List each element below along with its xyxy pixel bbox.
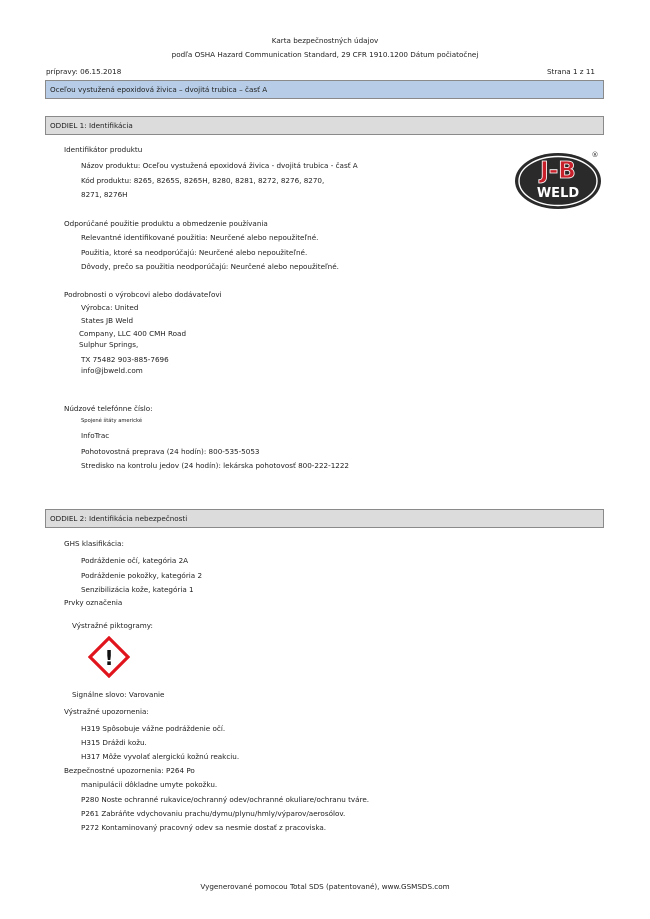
ghs-skin-sensitization: Senzibilizácia kože, kategória 1	[81, 585, 194, 594]
precaution-p272: P272 Kontaminovaný pracovný odev sa nesmie dostať z pracoviska.	[81, 823, 327, 832]
supplier-line-2: States JB Weld	[81, 316, 134, 325]
precaution-p280: P280 Noste ochranné rukavice/ochranný odev/ochranné okuliare/ochranu tváre.	[81, 795, 370, 804]
label-elements-label: Prvky označenia	[64, 598, 123, 607]
signal-word: Signálne slovo: Varovanie	[72, 690, 165, 699]
jb-weld-logo	[512, 147, 604, 211]
precaution-p264-continued: manipulácii dôkladne umyte pokožku.	[81, 780, 218, 789]
uses-advised-against: Použitia, ktoré sa neodporúčajú: Neurčené alebo nepoužiteľné.	[81, 248, 308, 257]
supplier-line-3: Company, LLC 400 CMH Road	[79, 329, 187, 338]
supplier-details-label: Podrobnosti o výrobcovi alebo dodávateľovi	[64, 290, 222, 299]
exclamation-mark-pictogram-icon	[88, 636, 130, 678]
precaution-p261: P261 Zabráňte vdychovaniu prachu/dymu/plynu/hmly/výparov/aerosólov.	[81, 809, 346, 818]
supplier-line-1: Výrobca: United	[81, 303, 139, 312]
page-footer: Vygenerované pomocou Total SDS (patentované), www.GSMSDS.com	[200, 882, 450, 891]
header-standard: podľa OSHA Hazard Communication Standard, 29 CFR 1910.1200 Dátum počiatočnej	[171, 50, 479, 59]
reasons-advised-against: Dôvody, prečo sa použitia neodporúčajú: Neurčené alebo nepoužiteľné.	[81, 262, 339, 271]
page-number: Strana 1 z 11	[546, 67, 595, 76]
product-identifier-label: Identifikátor produktu	[64, 145, 143, 154]
logo-registered-mark: ®	[591, 151, 599, 159]
supplier-line-4: Sulphur Springs,	[79, 340, 139, 349]
pictogram-exclamation: !	[104, 646, 114, 670]
emergency-transport-phone: Pohotovostná preprava (24 hodín): 800-535-5053	[81, 447, 260, 456]
section-1-header	[45, 116, 604, 135]
preparation-date: prípravy: 06.15.2018	[46, 67, 122, 76]
recommended-use-label: Odporúčané použitie produktu a obmedzenie používania	[64, 219, 268, 228]
product-title: Oceľou vystužená epoxidová živica – dvojitá trubica – časť A	[50, 85, 268, 94]
precautionary-statements-label: Bezpečnostné upozornenia: P264 Po	[64, 766, 195, 775]
product-name: Názov produktu: Oceľou vystužená epoxidová živica - dvojitá trubica - časť A	[81, 161, 358, 170]
poison-control-phone: Stredisko na kontrolu jedov (24 hodín): lekárska pohotovosť 800-222-1222	[81, 461, 349, 470]
emergency-country: Spojené štáty americké	[81, 418, 143, 424]
hazard-statements-label: Výstražné upozornenia:	[64, 707, 149, 716]
supplier-email: info@jbweld.com	[81, 366, 143, 375]
section-2-header	[45, 509, 604, 528]
header-title: Karta bezpečnostných údajov	[271, 36, 379, 45]
product-code-line-2: 8271, 8276H	[81, 190, 128, 199]
identified-uses: Relevantné identifikované použitia: Neurčené alebo nepoužiteľné.	[81, 233, 319, 242]
logo-jb-text: J-B	[540, 158, 576, 184]
pictograms-label: Výstražné piktogramy:	[72, 621, 153, 630]
section-2-title: ODDIEL 2: Identifikácia nebezpečnosti	[50, 514, 188, 523]
product-code-line-1: Kód produktu: 8265, 8265S, 8265H, 8280, 8281, 8272, 8276, 8270,	[81, 176, 325, 185]
supplier-phone: TX 75482 903-885-7696	[81, 355, 169, 364]
hazard-h317: H317 Môže vyvolať alergickú kožnú reakciu.	[81, 752, 240, 761]
hazard-h319: H319 Spôsobuje vážne podráždenie očí.	[81, 724, 226, 733]
hazard-h315: H315 Dráždi kožu.	[81, 738, 147, 747]
ghs-skin-irritation: Podráždenie pokožky, kategória 2	[81, 571, 203, 580]
product-title-bar	[45, 80, 604, 99]
emergency-phone-label: Núdzové telefónne číslo:	[64, 404, 153, 413]
emergency-infotrac: InfoTrac	[81, 431, 110, 440]
section-1-title: ODDIEL 1: Identifikácia	[50, 121, 133, 130]
ghs-classification-label: GHS klasifikácia:	[64, 539, 124, 548]
logo-weld-text: WELD	[536, 186, 580, 201]
ghs-eye-irritation: Podráždenie očí, kategória 2A	[81, 556, 189, 565]
